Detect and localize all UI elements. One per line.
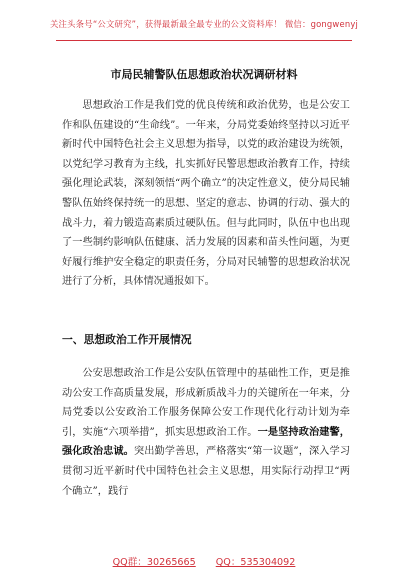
- footer-qq-group: QQ群：30265665: [112, 557, 196, 568]
- section-heading-1: 一、思想政治工作开展情况: [62, 333, 192, 346]
- footer-contact: [0, 554, 408, 568]
- paragraph-section-1-text-b: 突出勤学善思，严格落实“第一议题”，深入学习贯彻习近平新时代中国特色社会主义思想，用实际行动捍卫“两个确立”，践行: [62, 446, 351, 497]
- paragraph-intro: 思想政治工作是我们党的优良传统和政治优势，也是公安工作和队伍建设的“生命线”。一年来，分局党委始终坚持以习近平新时代中国特色社会主义思想为指导，以党的政治建设为统领，以党纪学习教育为主线，扎实抓好民警思想政治教育工作，持续强化理论武装，深刻领悟“两个确立”的决定性意义，使分局民辅警队伍始终保持统一的思想、坚定的意志、协调的行动、强大的战斗力，着力锻造高素质过硬队伍。但与此同时，队伍中也出现了一些制约影响队伍健康、活力发展的因素和苗头性问题，为更好履行维护安全稳定的职责任务，分局对民辅警的思想政治状况进行了分析，具体情况通报如下。: [62, 100, 350, 288]
- paragraph-section-1-bold-lead: 一是坚持政治建警，强化政治忠诚。: [62, 425, 350, 458]
- document-title: 市局民辅警队伍思想政治状况调研材料: [110, 68, 298, 81]
- paragraph-section-1: [62, 364, 350, 501]
- paragraph-section-1-text-a: 公安思想政治工作是公安队伍管理中的基础性工作，更是推动公安工作高质量发展，形成新质战斗力的关键所在一年来，分局党委以公安政治工作服务保障公安工作现代化行动计划为牵引，实施“六项举措”，抓实思想政治工作。: [62, 368, 350, 438]
- header-divider: [56, 40, 352, 41]
- header-banner: 关注头条号“公文研究”，获得最新最全最专业的公文资料库！ 微信：gongwenyj: [49, 19, 359, 29]
- footer-qq: QQ：535304092: [215, 557, 296, 568]
